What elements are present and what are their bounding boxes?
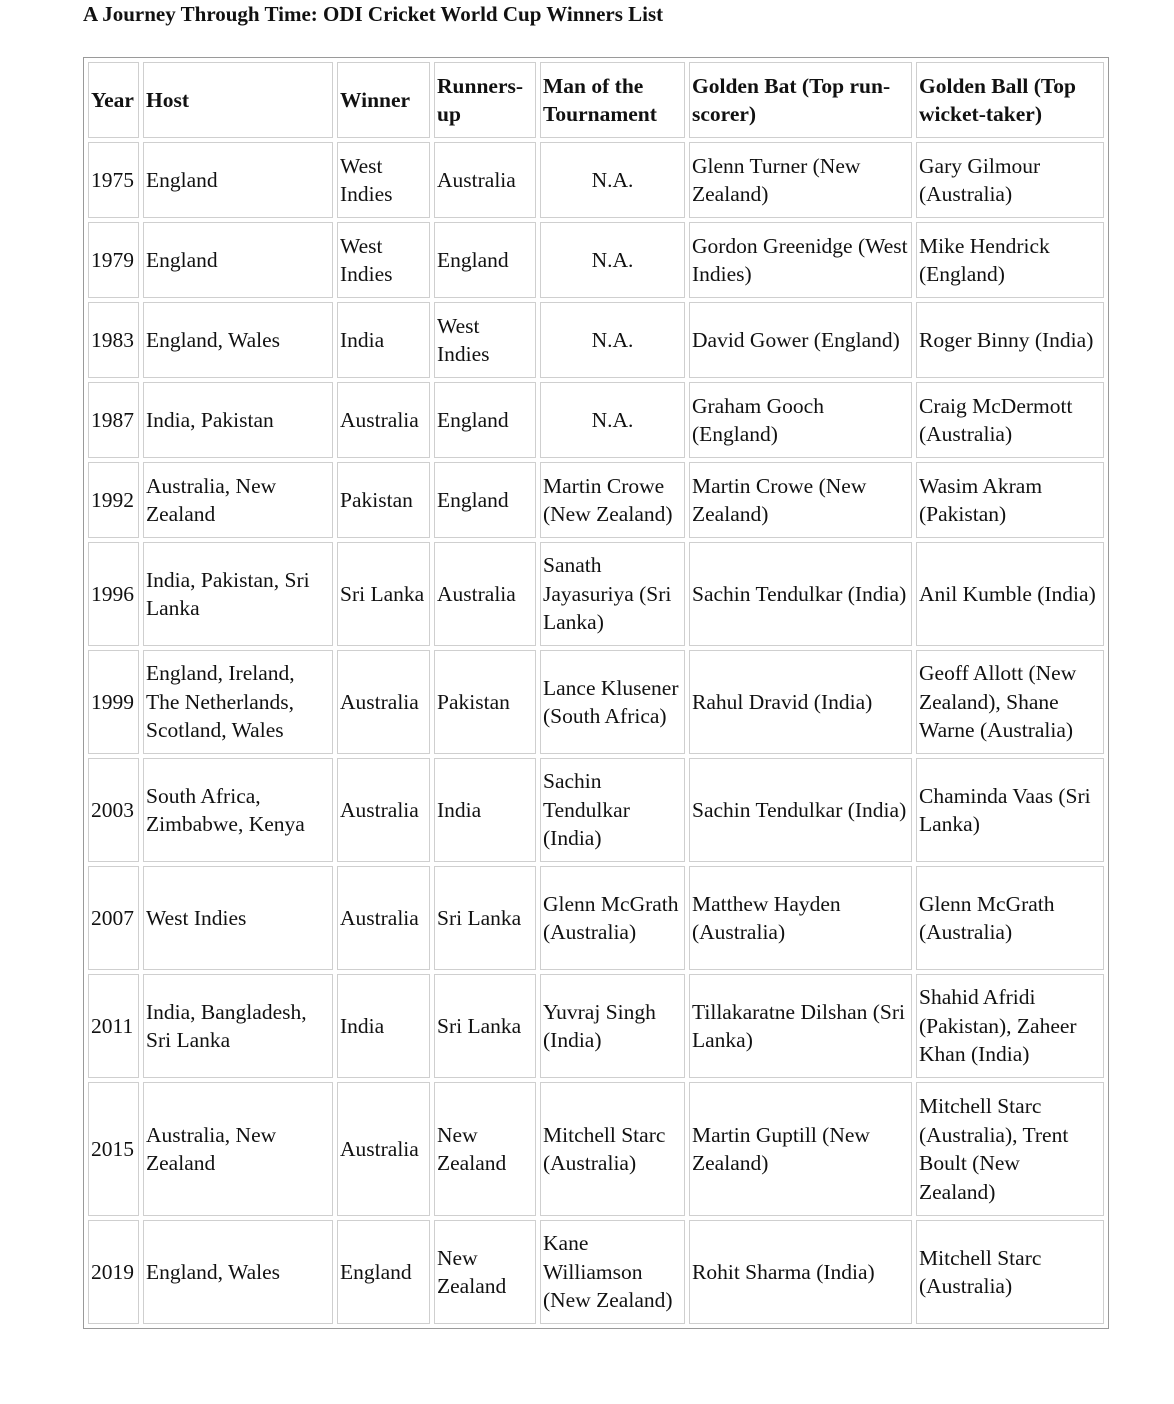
cell-golden-ball: Anil Kumble (India) xyxy=(916,542,1104,646)
table-row xyxy=(88,382,1104,458)
cell-winner: Sri Lanka xyxy=(337,542,430,646)
cell-man-of-tournament: Lance Klusener (South Africa) xyxy=(540,650,685,754)
cell-winner: Australia xyxy=(337,382,430,458)
cell-year: 2003 xyxy=(88,758,139,862)
cell-man-of-tournament: N.A. xyxy=(540,302,685,378)
cell-man-of-tournament: Glenn McGrath (Australia) xyxy=(540,866,685,970)
cell-golden-bat: Martin Crowe (New Zealand) xyxy=(689,462,912,538)
cell-man-of-tournament: Martin Crowe (New Zealand) xyxy=(540,462,685,538)
table-row xyxy=(88,462,1104,538)
cell-winner: West Indies xyxy=(337,222,430,298)
cell-winner: Australia xyxy=(337,866,430,970)
winners-table-container xyxy=(83,57,1105,1329)
cell-golden-bat: Sachin Tendulkar (India) xyxy=(689,542,912,646)
cell-golden-ball: Glenn McGrath (Australia) xyxy=(916,866,1104,970)
cell-golden-bat: Glenn Turner (New Zealand) xyxy=(689,142,912,218)
cell-runners-up: Sri Lanka xyxy=(434,866,536,970)
cell-year: 1975 xyxy=(88,142,139,218)
cell-runners-up: Australia xyxy=(434,142,536,218)
cell-host: Australia, New Zealand xyxy=(143,462,333,538)
cell-year: 1999 xyxy=(88,650,139,754)
header-man-of-tournament: Man of the Tournament xyxy=(540,62,685,138)
cell-golden-ball: Roger Binny (India) xyxy=(916,302,1104,378)
cell-golden-ball: Chaminda Vaas (Sri Lanka) xyxy=(916,758,1104,862)
cell-golden-bat: Graham Gooch (England) xyxy=(689,382,912,458)
cell-golden-bat: Gordon Greenidge (West Indies) xyxy=(689,222,912,298)
cell-runners-up: India xyxy=(434,758,536,862)
table-row xyxy=(88,650,1104,754)
header-runners-up: Runners-up xyxy=(434,62,536,138)
cell-winner: Pakistan xyxy=(337,462,430,538)
header-winner: Winner xyxy=(337,62,430,138)
cell-winner: England xyxy=(337,1220,430,1324)
table-row xyxy=(88,222,1104,298)
table-row xyxy=(88,142,1104,218)
table-row xyxy=(88,974,1104,1078)
cell-host: India, Pakistan xyxy=(143,382,333,458)
cell-host: Australia, New Zealand xyxy=(143,1082,333,1216)
cell-winner: West Indies xyxy=(337,142,430,218)
cell-golden-ball: Mike Hendrick (England) xyxy=(916,222,1104,298)
cell-runners-up: New Zealand xyxy=(434,1082,536,1216)
cell-golden-bat: Tillakaratne Dilshan (Sri Lanka) xyxy=(689,974,912,1078)
cell-golden-bat: David Gower (England) xyxy=(689,302,912,378)
cell-man-of-tournament: Yuvraj Singh (India) xyxy=(540,974,685,1078)
table-row xyxy=(88,866,1104,970)
cell-winner: Australia xyxy=(337,650,430,754)
cell-golden-ball: Craig McDermott (Australia) xyxy=(916,382,1104,458)
cell-golden-bat: Martin Guptill (New Zealand) xyxy=(689,1082,912,1216)
cell-year: 2019 xyxy=(88,1220,139,1324)
cell-winner: India xyxy=(337,974,430,1078)
cell-golden-ball: Gary Gilmour (Australia) xyxy=(916,142,1104,218)
cell-man-of-tournament: N.A. xyxy=(540,382,685,458)
table-body xyxy=(88,142,1104,1324)
cell-runners-up: West Indies xyxy=(434,302,536,378)
cell-host: England, Wales xyxy=(143,302,333,378)
cell-winner: Australia xyxy=(337,1082,430,1216)
header-golden-ball: Golden Ball (Top wicket-taker) xyxy=(916,62,1104,138)
cell-runners-up: England xyxy=(434,462,536,538)
cell-winner: Australia xyxy=(337,758,430,862)
page-title: A Journey Through Time: ODI Cricket World Cup Winners List xyxy=(83,2,664,26)
table-row xyxy=(88,1220,1104,1324)
winners-table xyxy=(83,57,1109,1329)
cell-winner: India xyxy=(337,302,430,378)
cell-year: 1996 xyxy=(88,542,139,646)
cell-host: India, Pakistan, Sri Lanka xyxy=(143,542,333,646)
cell-golden-bat: Rahul Dravid (India) xyxy=(689,650,912,754)
cell-runners-up: Pakistan xyxy=(434,650,536,754)
cell-year: 1992 xyxy=(88,462,139,538)
cell-golden-ball: Mitchell Starc (Australia) xyxy=(916,1220,1104,1324)
cell-host: England, Wales xyxy=(143,1220,333,1324)
header-golden-bat: Golden Bat (Top run-scorer) xyxy=(689,62,912,138)
cell-year: 1983 xyxy=(88,302,139,378)
cell-man-of-tournament: Sachin Tendulkar (India) xyxy=(540,758,685,862)
cell-host: West Indies xyxy=(143,866,333,970)
header-row xyxy=(88,62,1104,138)
cell-golden-ball: Mitchell Starc (Australia), Trent Boult (New Zealand) xyxy=(916,1082,1104,1216)
cell-host: India, Bangladesh, Sri Lanka xyxy=(143,974,333,1078)
cell-golden-ball: Geoff Allott (New Zealand), Shane Warne (Australia) xyxy=(916,650,1104,754)
cell-year: 1987 xyxy=(88,382,139,458)
cell-man-of-tournament: N.A. xyxy=(540,142,685,218)
cell-golden-ball: Shahid Afridi (Pakistan), Zaheer Khan (India) xyxy=(916,974,1104,1078)
table-row xyxy=(88,1082,1104,1216)
cell-golden-bat: Matthew Hayden (Australia) xyxy=(689,866,912,970)
cell-golden-ball: Wasim Akram (Pakistan) xyxy=(916,462,1104,538)
header-host: Host xyxy=(143,62,333,138)
table-row xyxy=(88,542,1104,646)
cell-host: England xyxy=(143,142,333,218)
cell-host: England, Ireland, The Netherlands, Scotland, Wales xyxy=(143,650,333,754)
table-row xyxy=(88,302,1104,378)
cell-runners-up: Sri Lanka xyxy=(434,974,536,1078)
cell-runners-up: Australia xyxy=(434,542,536,646)
cell-host: South Africa, Zimbabwe, Kenya xyxy=(143,758,333,862)
cell-year: 2011 xyxy=(88,974,139,1078)
cell-year: 2007 xyxy=(88,866,139,970)
table-row xyxy=(88,758,1104,862)
cell-golden-bat: Sachin Tendulkar (India) xyxy=(689,758,912,862)
cell-host: England xyxy=(143,222,333,298)
cell-golden-bat: Rohit Sharma (India) xyxy=(689,1220,912,1324)
cell-year: 1979 xyxy=(88,222,139,298)
cell-man-of-tournament: Mitchell Starc (Australia) xyxy=(540,1082,685,1216)
cell-runners-up: England xyxy=(434,222,536,298)
cell-man-of-tournament: Kane Williamson (New Zealand) xyxy=(540,1220,685,1324)
cell-man-of-tournament: N.A. xyxy=(540,222,685,298)
header-year: Year xyxy=(88,62,139,138)
cell-runners-up: New Zealand xyxy=(434,1220,536,1324)
cell-runners-up: England xyxy=(434,382,536,458)
cell-man-of-tournament: Sanath Jayasuriya (Sri Lanka) xyxy=(540,542,685,646)
cell-year: 2015 xyxy=(88,1082,139,1216)
